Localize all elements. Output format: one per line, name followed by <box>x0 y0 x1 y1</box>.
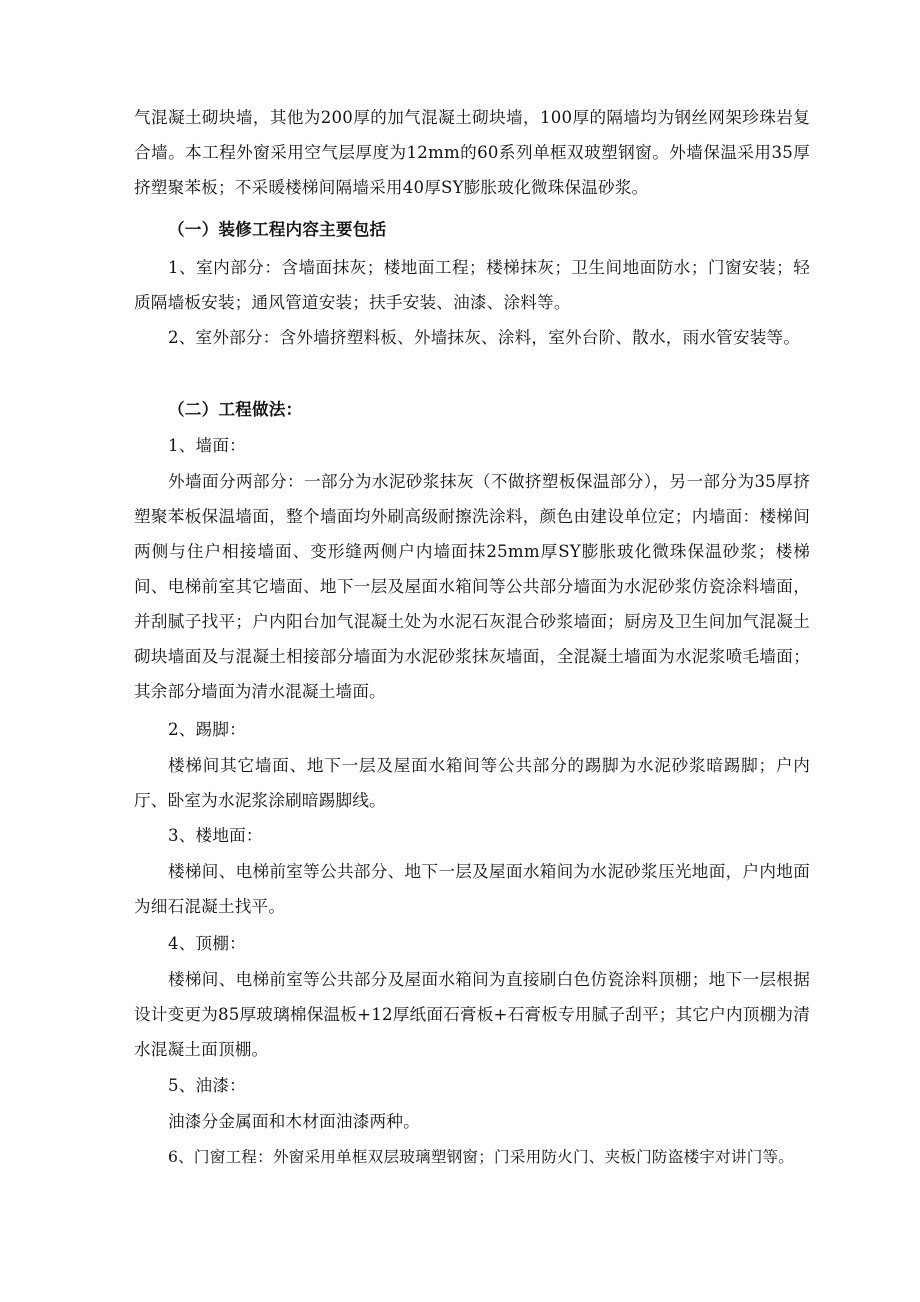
method-paint-title: 5、油漆： <box>168 1076 246 1095</box>
section-heading-decoration-scope: （一）装修工程内容主要包括 <box>168 219 387 239</box>
method-floor-body: 楼梯间、电梯前室等公共部分、地下一层及屋面水箱间为水泥砂浆压光地面，户内地面为细石混凝土找平。 <box>134 862 810 916</box>
method-ceiling-body: 楼梯间、电梯前室等公共部分及屋面水箱间为直接刷白色仿瓷涂料顶棚；地下一层根据设计变更为85厚玻璃棉保温板+12厚纸面石膏板+石膏板专用腻子刮平；其它户内顶棚为清水混凝土面顶棚。 <box>134 970 810 1059</box>
intro-paragraph: 气混凝土砌块墙，其他为200厚的加气混凝土砌块墙，100厚的隔墙均为钢丝网架珍珠岩复合墙。本工程外窗采用空气层厚度为12mm的60系列单框双玻塑钢窗。外墙保温采用35厚挤塑聚苯板；不采暖楼梯间隔墙采用40厚SY膨胀玻化微珠保温砂浆。 <box>134 108 810 197</box>
method-wall-title: 1、墙面： <box>168 436 246 455</box>
item-indoor-scope: 1、室内部分：含墙面抹灰；楼地面工程；楼梯抹灰；卫生间地面防水；门窗安装；轻质隔墙板安装；通风管道安装；扶手安装、油漆、涂料等。 <box>134 258 810 312</box>
method-skirting-title: 2、踢脚： <box>168 720 246 739</box>
method-paint-body: 油漆分金属面和木材面油漆两种。 <box>168 1112 420 1131</box>
method-doors-windows: 6、门窗工程：外窗采用单框双层玻璃塑钢窗；门采用防火门、夹板门防盗楼宇对讲门等。 <box>168 1148 795 1166</box>
item-outdoor-scope: 2、室外部分：含外墙挤塑料板、外墙抹灰、涂料，室外台阶、散水，雨水管安装等。 <box>168 328 801 347</box>
section-heading-methods: （二）工程做法： <box>168 399 303 419</box>
method-floor-title: 3、楼地面： <box>168 826 263 845</box>
method-wall-body: 外墙面分两部分：一部分为水泥砂浆抹灰（不做挤塑板保温部分），另一部分为35厚挤塑聚苯板保温墙面，整个墙面均外刷高级耐擦洗涂料，颜色由建设单位定；内墙面：楼梯间两侧与住户相接墙面、变形缝两侧户内墙面抹25mm厚SY膨胀玻化微珠保温砂浆；楼梯间、电梯前室其它墙面、地下一层及屋面水箱间等公共部分墙面为水泥砂浆仿瓷涂料墙面，并刮腻子找平；户内阳台加气混凝土处为水泥石灰混合砂浆墙面；厨房及卫生间加气混凝土砌块墙面及与混凝土相接部分墙面为水泥砂浆抹灰墙面，全混凝土墙面为水泥浆喷毛墙面；其余部分墙面为清水混凝土墙面。 <box>134 472 810 701</box>
method-ceiling-title: 4、顶棚： <box>168 934 246 953</box>
method-skirting-body: 楼梯间其它墙面、地下一层及屋面水箱间等公共部分的踢脚为水泥砂浆暗踢脚；户内厅、卧室为水泥浆涂刷暗踢脚线。 <box>134 756 810 810</box>
